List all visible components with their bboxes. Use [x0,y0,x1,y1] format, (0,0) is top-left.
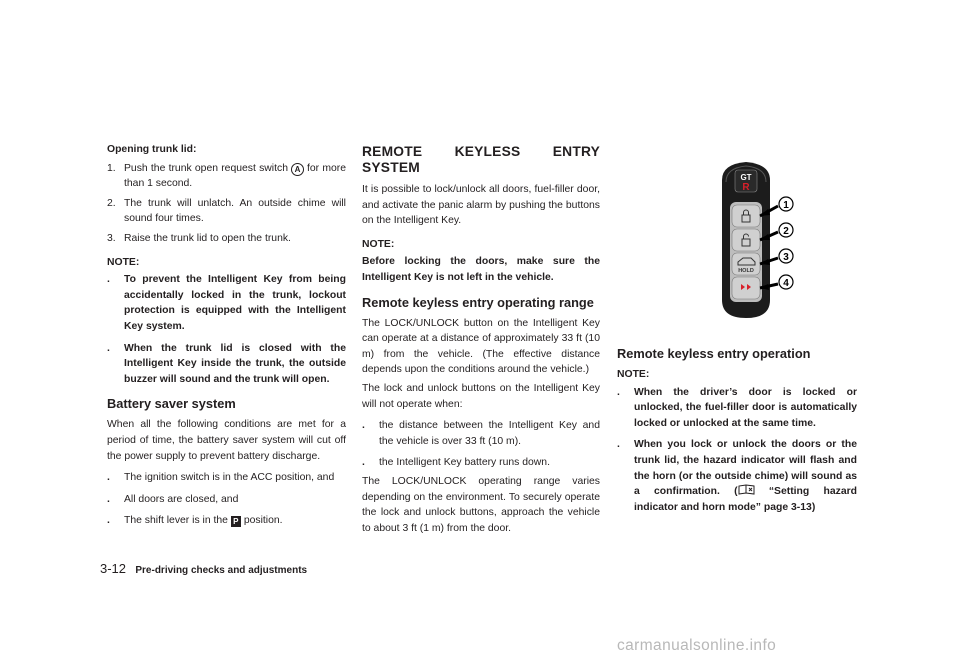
switch-a-badge: A [291,163,304,176]
opening-trunk-heading: Opening trunk lid: [107,144,197,155]
battery-bullet [107,492,346,508]
note-label: NOTE: [107,256,140,268]
ref-text: “Setting hazard indicator and horn mode” page 3-13) [634,486,857,513]
intro-text: It is possible to lock/unlock all doors, fuel-filler door, and activate the panic alarm by pushing the buttons on the Intelligent Key. [362,184,600,227]
bullet-text: The shift lever is in the [124,515,228,527]
lock-button [732,205,760,227]
note-text: When the trunk lid is closed with the Intelligent Key inside the trunk, the outside buzzer will sound and the trunk will open. [124,342,346,385]
note-label: NOTE: [617,369,650,380]
bullet-dot: . [362,457,365,469]
bullet-dot: . [107,274,110,286]
battery-bullet [107,470,346,486]
column-right [617,346,857,515]
logo-gt: GT [740,173,752,182]
range-bullet [362,455,600,471]
bullet-dot: . [107,493,110,505]
note-bullet [617,437,857,515]
operating-range-heading: Remote keyless entry operating range [362,294,594,310]
callout-number: 2 [783,226,789,237]
bullet-dot: . [617,439,620,451]
reference-book-icon [738,484,755,496]
column-middle [362,144,600,536]
bullet-text: the distance between the Intelligent Key and the vehicle is over 33 ft (10 m). [379,420,600,447]
column-left [107,142,346,529]
note-bullet [617,385,857,432]
step-text: Raise the trunk lid to open the trunk. [124,232,291,244]
bullet-dot: . [107,515,110,527]
callout-number: 3 [783,252,789,263]
step-number: 3. [107,232,116,244]
logo-r: R [742,182,750,193]
step-text: The trunk will unlatch. An outside chime will sound four times. [124,197,346,225]
operation-heading: Remote keyless entry operation [617,346,811,361]
bullet-dot: . [107,342,110,354]
hold-label: HOLD [738,268,754,274]
panic-button [732,277,760,299]
bullet-dot: . [107,472,110,484]
step-number: 2. [107,197,116,209]
remote-keyless-heading: REMOTE KEYLESS ENTRY SYSTEM [362,144,600,175]
note-text: Before locking the doors, make sure the Intelligent Key is not left in the vehicle. [362,256,600,283]
step-number: 1. [107,162,116,174]
not-operate-text: The lock and unlock buttons on the Intelligent Key will not operate when: [362,382,600,410]
unlock-button [732,229,760,251]
step-3 [107,231,346,247]
ref-open: ( [734,486,738,498]
step-2 [107,196,346,227]
range-text: The LOCK/UNLOCK button on the Intelligent Key can operate at a distance of approximately 33 ft (10 m) from the vehicle. (The effective distance depends upon the conditions around the vehicle.) [362,317,600,376]
park-position-icon: P [231,516,241,527]
battery-saver-text: When all the following conditions are met for a period of time, the battery saver system will cut off the power supply to prevent battery discharge. [107,419,346,462]
watermark: carmanualsonline.info [617,637,777,654]
step-1 [107,161,346,192]
note-text: When the driver’s door is locked or unlocked, the fuel-filler door is automatically locked or unlocked at the same time. [634,386,857,429]
page-footer [100,561,307,576]
bullet-text: position. [243,515,283,527]
callout-number: 4 [783,278,789,289]
battery-saver-heading: Battery saver system [107,396,236,412]
bullet-text: All doors are closed, and [124,493,239,505]
note-text: To prevent the Intelligent Key from being accidentally locked in the trunk, lockout protection is equipped with the Intelligent Key system. [124,274,346,332]
bullet-text: the Intelligent Key battery runs down. [379,457,550,469]
intelligent-key-illustration [716,160,816,320]
note-label: NOTE: [362,238,395,250]
bullet-text: The ignition switch is in the ACC position, and [124,472,335,484]
range-bullet [362,418,600,449]
step-text: Push the trunk open request switch [124,162,288,174]
note-bullet [107,341,346,388]
step-text: for more than 1 second. [124,162,347,190]
callout-number: 1 [783,200,789,211]
battery-bullet [107,513,346,529]
note-text: When you lock or unlock the doors or the trunk lid, the hazard indicator will flash and the horn (or the outside chime) will sound as a confirmation. [634,439,857,498]
bullet-dot: . [617,386,620,398]
bullet-dot: . [362,420,365,432]
section-title: Pre-driving checks and adjustments [135,565,308,576]
note-bullet [107,272,346,334]
closing-text: The LOCK/UNLOCK operating range varies depending on the environment. To securely operate the lock and unlock buttons, approach the vehicle to about 3 ft (1 m) from the door. [362,475,600,534]
page-number: 3-12 [100,561,127,576]
